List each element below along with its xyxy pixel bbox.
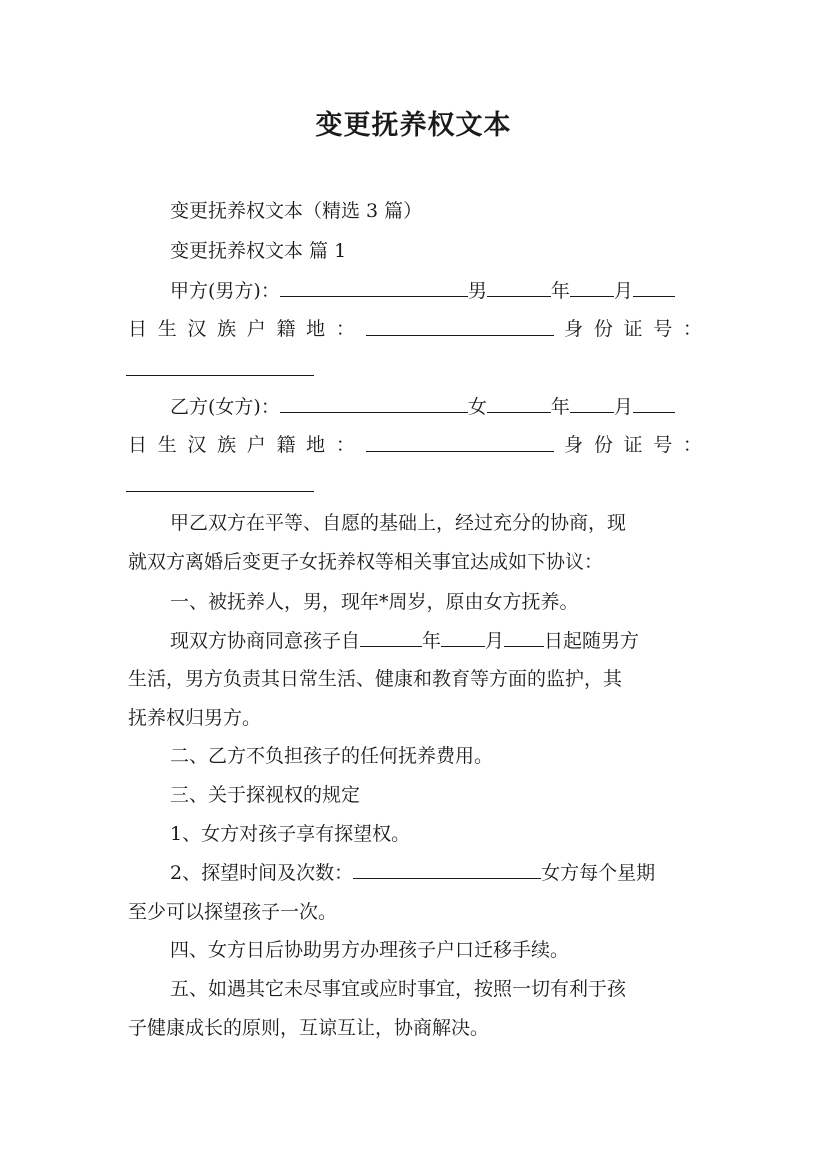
party-a-domicile-blank[interactable] — [366, 317, 554, 336]
paragraph: 就双方离婚后变更子女抚养权等相关事宜达成如下协议： — [128, 551, 604, 573]
party-a-gender: 男 — [467, 280, 487, 302]
char: 户 — [246, 318, 266, 340]
paragraph: 一、被抚养人，男，现年*周岁，原由女方抚养。 — [170, 591, 579, 613]
start-year-blank[interactable] — [360, 628, 422, 647]
char: 份 — [593, 318, 613, 340]
char: 生 — [157, 434, 177, 456]
paragraph: 四、女方日后协助男方办理孩子户口迁移手续。 — [170, 939, 570, 961]
char: 籍 — [276, 434, 296, 456]
party-b-label: 乙方(女方)： — [170, 396, 280, 418]
party-b-day-blank[interactable] — [633, 394, 675, 413]
char: 号 — [653, 434, 673, 456]
char: 身 — [564, 318, 584, 340]
char: 地 — [306, 434, 326, 456]
visit-schedule-blank[interactable] — [353, 860, 541, 879]
text: 现双方协商同意孩子自 — [170, 630, 361, 652]
char: 族 — [217, 434, 237, 456]
party-b-month-blank[interactable] — [570, 394, 614, 413]
char: 汉 — [187, 434, 207, 456]
paragraph: 生活，男方负责其日常生活、健康和教育等方面的监护，其 — [128, 668, 623, 690]
party-b-month-label: 月 — [613, 396, 633, 418]
party-b-id-blank[interactable] — [126, 491, 314, 492]
char: 身 — [564, 434, 584, 456]
char: 生 — [157, 318, 177, 340]
party-a-month-label: 月 — [613, 280, 633, 302]
party-b-line — [170, 394, 675, 419]
party-a-month-blank[interactable] — [570, 278, 614, 297]
char: 汉 — [187, 318, 207, 340]
char: ： — [682, 434, 702, 456]
paragraph: 至少可以探望孩子一次。 — [128, 901, 338, 923]
party-a-name-blank[interactable] — [280, 278, 468, 297]
char: 地 — [306, 318, 326, 340]
text: 女方每个星期 — [541, 862, 656, 884]
char: ： — [335, 434, 355, 456]
paragraph: 五、如遇其它未尽事宜或应时事宜，按照一切有利于孩 — [170, 978, 627, 1000]
paragraph: 1、女方对孩子享有探望权。 — [170, 823, 411, 845]
char: 号 — [653, 318, 673, 340]
party-a-line — [170, 278, 675, 303]
char: 户 — [246, 434, 266, 456]
char: ： — [335, 318, 355, 340]
text: 月 — [485, 630, 505, 652]
text: 日起随男方 — [544, 630, 640, 652]
text: 2、探望时间及次数： — [170, 862, 354, 884]
party-b-year-blank[interactable] — [487, 394, 551, 413]
paragraph: 子健康成长的原则，互谅互让，协商解决。 — [128, 1017, 490, 1039]
char: 族 — [217, 318, 237, 340]
char: 日 — [128, 434, 148, 456]
char: 日 — [128, 318, 148, 340]
start-month-blank[interactable] — [441, 628, 485, 647]
party-b-line-2 — [128, 433, 702, 457]
party-b-domicile-blank[interactable] — [366, 433, 554, 452]
paragraph: 三、关于探视权的规定 — [170, 784, 361, 806]
char: 籍 — [276, 318, 296, 340]
text: 年 — [422, 630, 442, 652]
paragraph — [170, 628, 639, 653]
article-heading: 变更抚养权文本 篇 1 — [170, 240, 347, 262]
party-a-line-2 — [128, 317, 702, 341]
start-day-blank[interactable] — [504, 628, 544, 647]
char: 份 — [593, 434, 613, 456]
paragraph: 抚养权归男方。 — [128, 707, 262, 729]
subtitle: 变更抚养权文本（精选 3 篇） — [170, 200, 423, 222]
party-b-gender: 女 — [467, 396, 487, 418]
char: 证 — [623, 434, 643, 456]
paragraph: 甲乙双方在平等、自愿的基础上，经过充分的协商，现 — [170, 512, 627, 534]
party-a-id-blank[interactable] — [126, 375, 314, 376]
paragraph — [170, 860, 655, 885]
party-a-year-blank[interactable] — [487, 278, 551, 297]
party-a-day-blank[interactable] — [633, 278, 675, 297]
char: ： — [682, 318, 702, 340]
paragraph: 二、乙方不负担孩子的任何抚养费用。 — [170, 745, 494, 767]
party-b-year-label: 年 — [550, 396, 570, 418]
char: 证 — [623, 318, 643, 340]
party-a-year-label: 年 — [550, 280, 570, 302]
party-a-label: 甲方(男方)： — [170, 280, 280, 302]
party-b-name-blank[interactable] — [280, 394, 468, 413]
document-title: 变更抚养权文本 — [315, 110, 512, 141]
